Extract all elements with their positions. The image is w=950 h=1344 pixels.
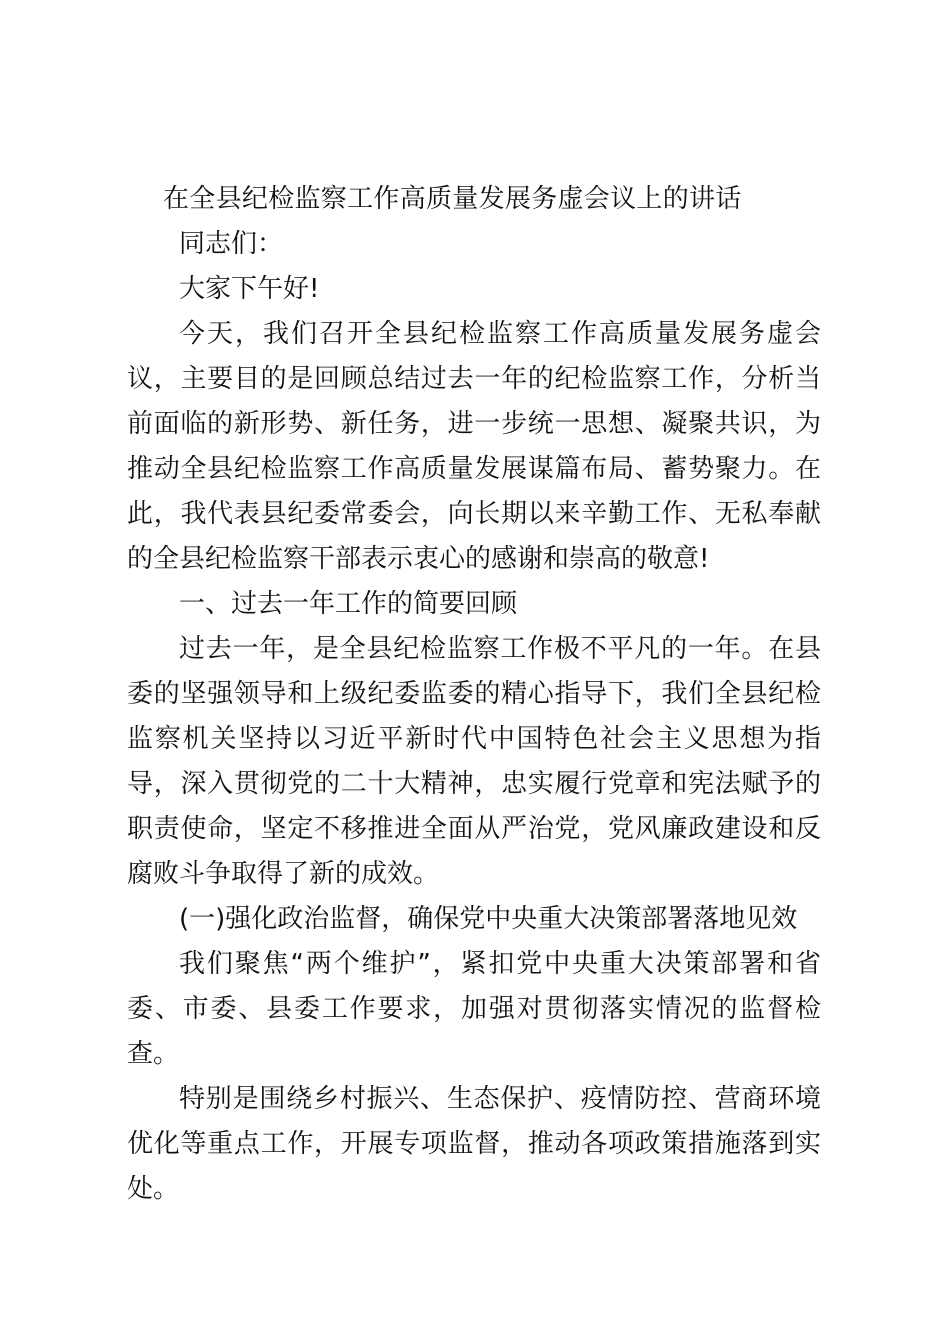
document-body <box>127 177 821 1212</box>
document-title: 在全县纪检监察工作高质量发展务虚会议上的讲话 <box>163 184 742 214</box>
salutation: 同志们： <box>179 229 284 259</box>
political-supervision-paragraph-2: 特别是围绕乡村振兴、生态保护、疫情防控、营商环境优化等重点工作，开展专项监督，推动各项政策措施落到实处。 <box>127 1084 821 1204</box>
section-heading-review: 一、过去一年工作的简要回顾 <box>179 589 518 619</box>
review-paragraph: 过去一年，是全县纪检监察工作极不平凡的一年。在县委的坚强领导和上级纪委监委的精心指导下，我们全县纪检监察机关坚持以习近平新时代中国特色社会主义思想为指导，深入贯彻党的二十大精神，忠实履行党章和宪法赋予的职责使命，坚定不移推进全面从严治党，党风廉政建设和反腐败斗争取得了新的成效。 <box>127 634 821 889</box>
intro-paragraph: 今天，我们召开全县纪检监察工作高质量发展务虚会议，主要目的是回顾总结过去一年的纪检监察工作，分析当前面临的新形势、新任务，进一步统一思想、凝聚共识，为推动全县纪检监察工作高质量发展谋篇布局、蓄势聚力。在此，我代表县纪委常委会，向长期以来辛勤工作、无私奉献的全县纪检监察干部表示衷心的感谢和崇高的敬意! <box>127 319 821 574</box>
political-supervision-paragraph-1: 我们聚焦“两个维护”，紧扣党中央重大决策部署和省委、市委、县委工作要求，加强对贯彻落实情况的监督检查。 <box>127 949 821 1069</box>
greeting: 大家下午好! <box>179 274 320 304</box>
subsection-heading-political-supervision: (一)强化政治监督，确保党中央重大决策部署落地见效 <box>179 904 798 934</box>
